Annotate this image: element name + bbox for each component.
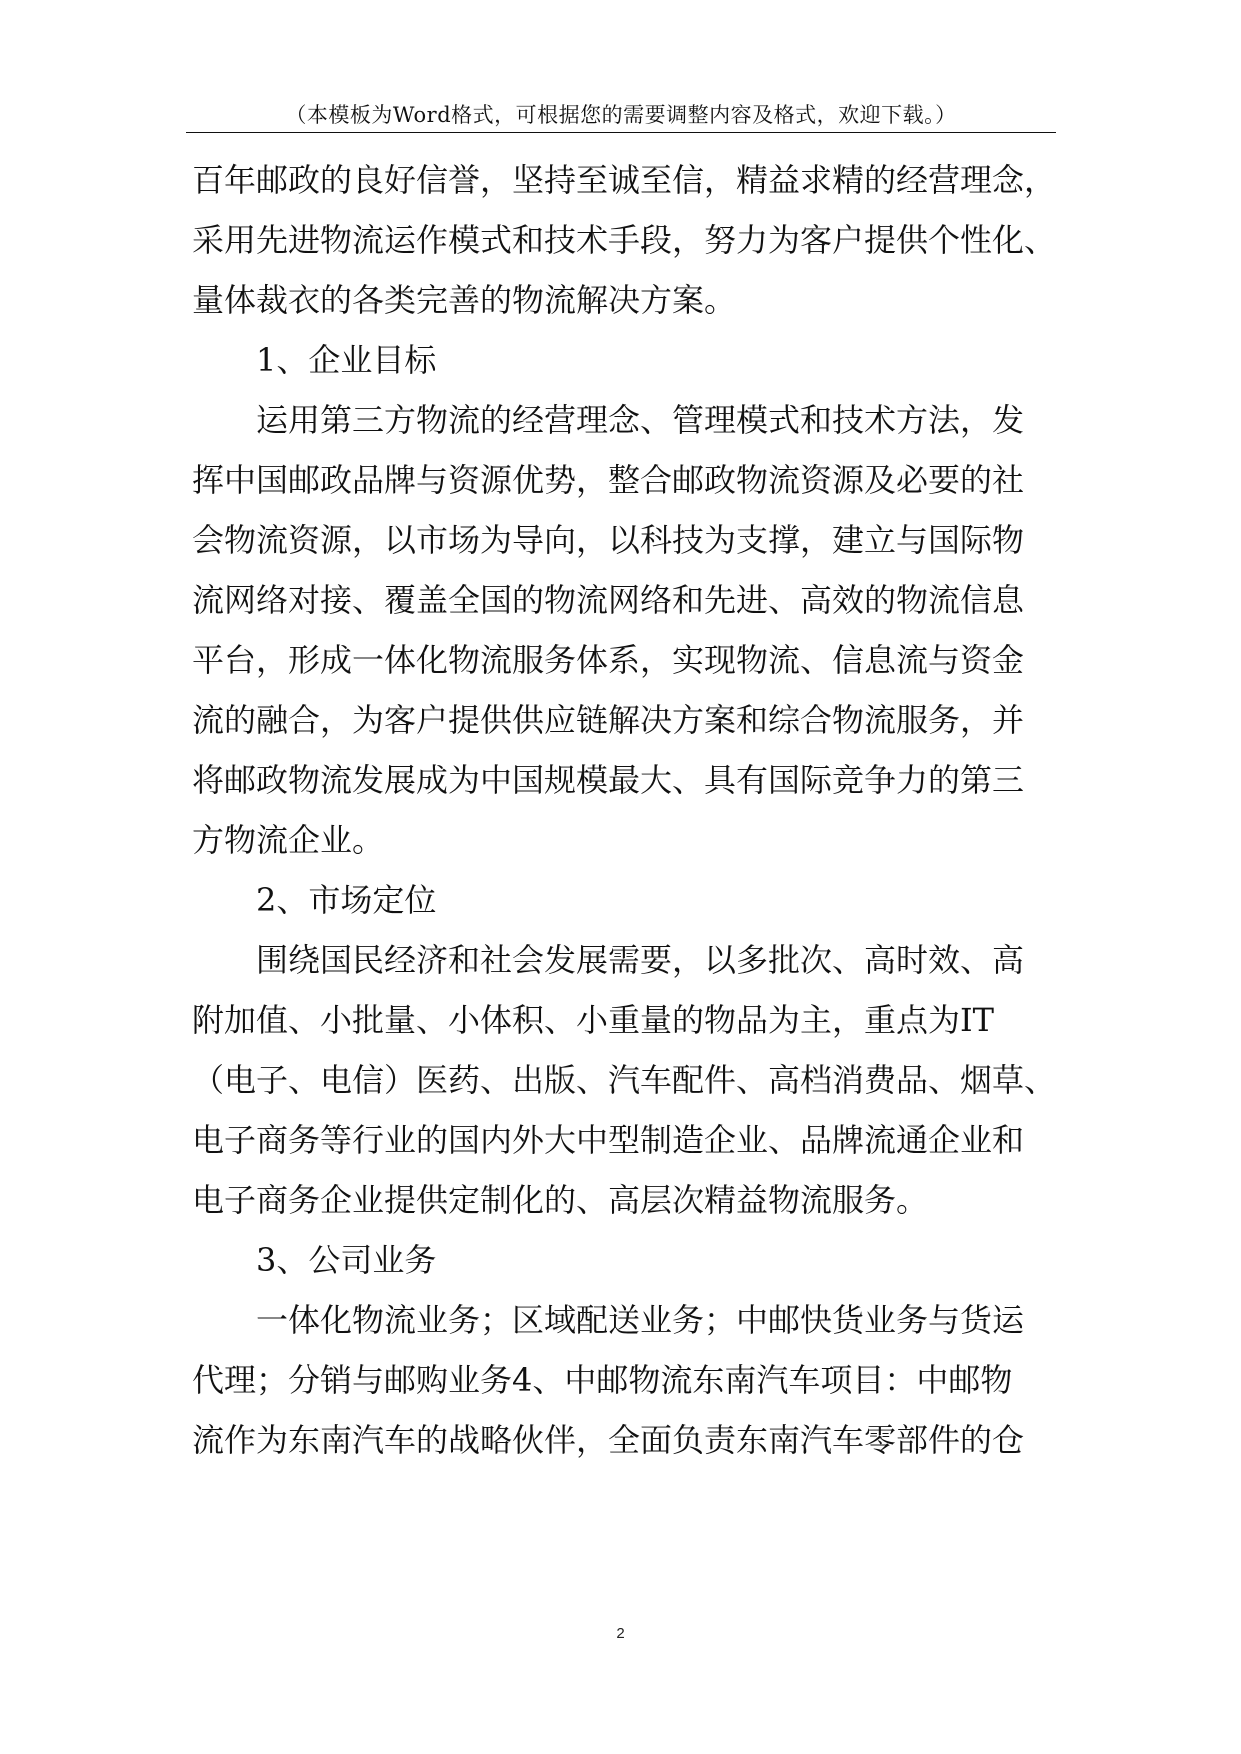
body-line: 流作为东南汽车的战略伙伴，全面负责东南汽车零部件的仓 <box>192 1421 1025 1459</box>
body-line: （电子、电信）医药、出版、汽车配件、高档消费品、烟草、 <box>192 1061 1057 1099</box>
body-line: 方物流企业。 <box>192 821 385 859</box>
body-line: 附加值、小批量、小体积、小重量的物品为主，重点为IT <box>192 1001 994 1039</box>
section-heading: 2、市场定位 <box>256 881 437 919</box>
body-line: 围绕国民经济和社会发展需要，以多批次、高时效、高 <box>256 941 1025 979</box>
body-line: 量体裁衣的各类完善的物流解决方案。 <box>192 281 737 319</box>
header-divider <box>186 132 1056 133</box>
body-line: 运用第三方物流的经营理念、管理模式和技术方法，发 <box>256 401 1025 439</box>
body-line: 百年邮政的良好信誉，坚持至诚至信，精益求精的经营理念， <box>192 161 1057 199</box>
body-line: 流的融合，为客户提供供应链解决方案和综合物流服务，并 <box>192 701 1025 739</box>
body-text <box>192 150 1092 1470</box>
section-heading: 1、企业目标 <box>256 341 437 379</box>
header-note: （本模板为Word格式，可根据您的需要调整内容及格式，欢迎下载。） <box>285 103 957 127</box>
body-line: 流网络对接、覆盖全国的物流网络和先进、高效的物流信息 <box>192 581 1025 619</box>
body-line: 平台，形成一体化物流服务体系，实现物流、信息流与资金 <box>192 641 1025 679</box>
body-line: 电子商务等行业的国内外大中型制造企业、品牌流通企业和 <box>192 1121 1025 1159</box>
section-heading: 3、公司业务 <box>256 1241 437 1279</box>
body-line: 代理；分销与邮购业务4、中邮物流东南汽车项目：中邮物 <box>192 1361 1013 1399</box>
body-line: 会物流资源，以市场为导向，以科技为支撑，建立与国际物 <box>192 521 1025 559</box>
body-line: 采用先进物流运作模式和技术手段，努力为客户提供个性化、 <box>192 221 1057 259</box>
body-line: 将邮政物流发展成为中国规模最大、具有国际竞争力的第三 <box>192 761 1025 799</box>
body-line: 电子商务企业提供定制化的、高层次精益物流服务。 <box>192 1181 929 1219</box>
body-line: 一体化物流业务；区域配送业务；中邮快货业务与货运 <box>256 1301 1025 1339</box>
page-number: 2 <box>616 1625 625 1642</box>
body-line: 挥中国邮政品牌与资源优势，整合邮政物流资源及必要的社 <box>192 461 1025 499</box>
